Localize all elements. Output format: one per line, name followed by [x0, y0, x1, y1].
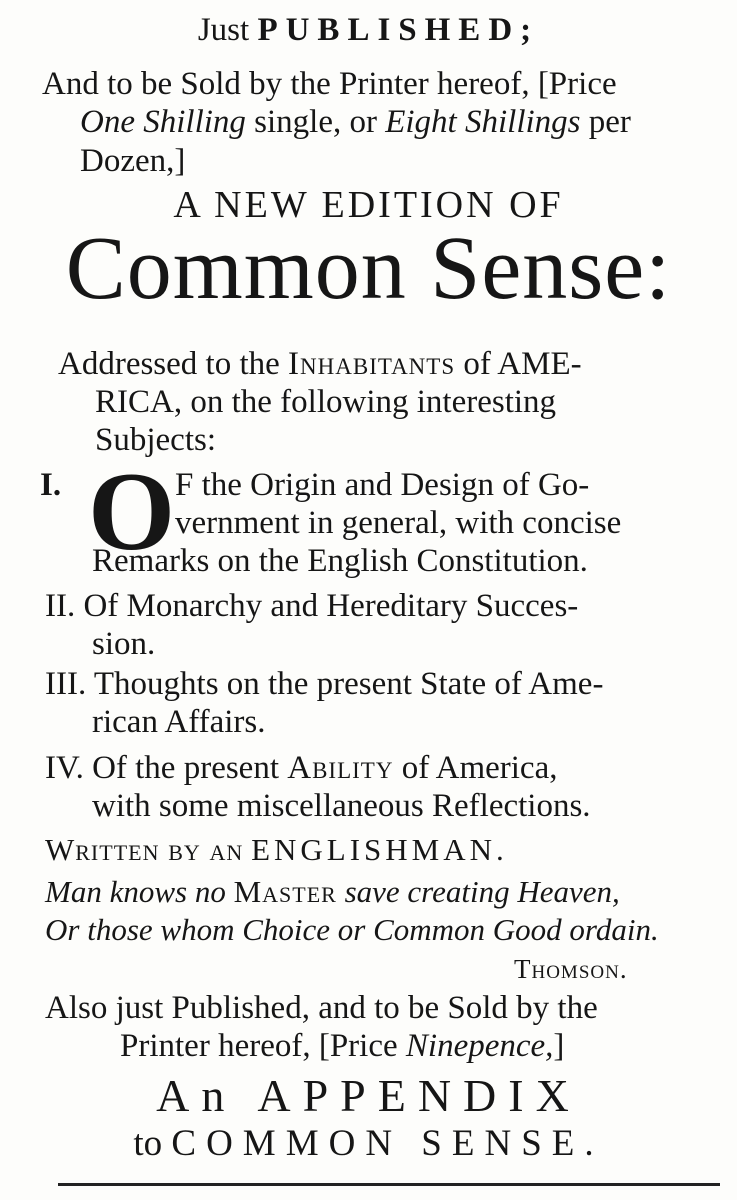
bottom-rule-divider: [58, 1183, 720, 1186]
new-edition-heading: A NEW EDITION OF: [173, 184, 564, 226]
price-line: [80, 106, 631, 139]
single-or: single, or: [245, 104, 386, 140]
quote-line-2: Or those whom Choice or Common Good ordain.: [45, 912, 659, 947]
also-published-line-2: [120, 1030, 564, 1063]
subject-1-line-1: F the Origin and Design of Go-: [175, 467, 590, 503]
to-text: to: [133, 1123, 172, 1164]
printer-hereof-price: Printer hereof, [Price: [120, 1028, 406, 1064]
addressed-line-1: [58, 348, 582, 381]
sold-by-printer-line: And to be Sold by the Printer hereof, [Price: [42, 66, 617, 102]
subject-4-line-1: [45, 752, 557, 785]
subject-1-line-3: Remarks on the English Constitution.: [92, 543, 588, 579]
subject-3-line-2: rican Affairs.: [92, 704, 266, 740]
also-published-line-1: Also just Published, and to be Sold by the: [45, 990, 598, 1026]
attribution-thomson: Thomson.: [514, 954, 628, 984]
addressed-line-2: RICA, on the following interesting: [95, 384, 557, 420]
just-text: Just: [197, 12, 258, 48]
addressed-line-3: Subjects:: [95, 422, 216, 458]
ability: Ability: [287, 750, 394, 786]
to-common-sense-heading: [0, 1125, 737, 1162]
of-america: of AME-: [455, 346, 582, 382]
inhabitants: Inhabitants: [288, 346, 456, 382]
subject-2-line-1: II. Of Monarchy and Hereditary Succes-: [45, 588, 579, 624]
save-creating-heaven: save creating Heaven,: [336, 874, 620, 909]
eight-shillings: Eight Shillings: [385, 104, 581, 140]
subject-1-number: I.: [40, 467, 62, 503]
subject-1-line-2: vernment in general, with concise: [175, 505, 622, 541]
subject-2-line-2: sion.: [92, 626, 156, 662]
addressed-to: Addressed to the: [58, 346, 289, 382]
master: Master: [233, 874, 337, 909]
drop-cap-o: O: [88, 450, 176, 574]
quote-line-1: [45, 876, 620, 907]
ninepence: Ninepence,: [405, 1028, 554, 1064]
published-text: PUBLISHED;: [257, 12, 540, 48]
of-america-comma: of America,: [393, 750, 558, 786]
written-by-an: Written by an: [45, 832, 244, 867]
title-common-sense: Common Sense:: [65, 219, 672, 318]
dozen-line: Dozen,]: [80, 143, 186, 179]
appendix-heading: An APPENDIX: [156, 1070, 581, 1121]
one-shilling: One Shilling: [80, 104, 246, 140]
common-sense-caps: COMMON SENSE.: [171, 1123, 604, 1164]
englishman: ENGLISHMAN.: [251, 832, 508, 867]
subject-3-line-1: III. Thoughts on the present State of Ame-: [45, 666, 604, 702]
per: per: [580, 104, 631, 140]
of-the-present: IV. Of the present: [45, 750, 288, 786]
subject-4-line-2: with some miscellaneous Reflections.: [92, 788, 591, 824]
headline-just-published: [0, 14, 737, 47]
man-knows-no: Man knows no: [45, 874, 234, 909]
written-by-line: [45, 834, 508, 865]
closing-bracket: ]: [553, 1028, 565, 1064]
